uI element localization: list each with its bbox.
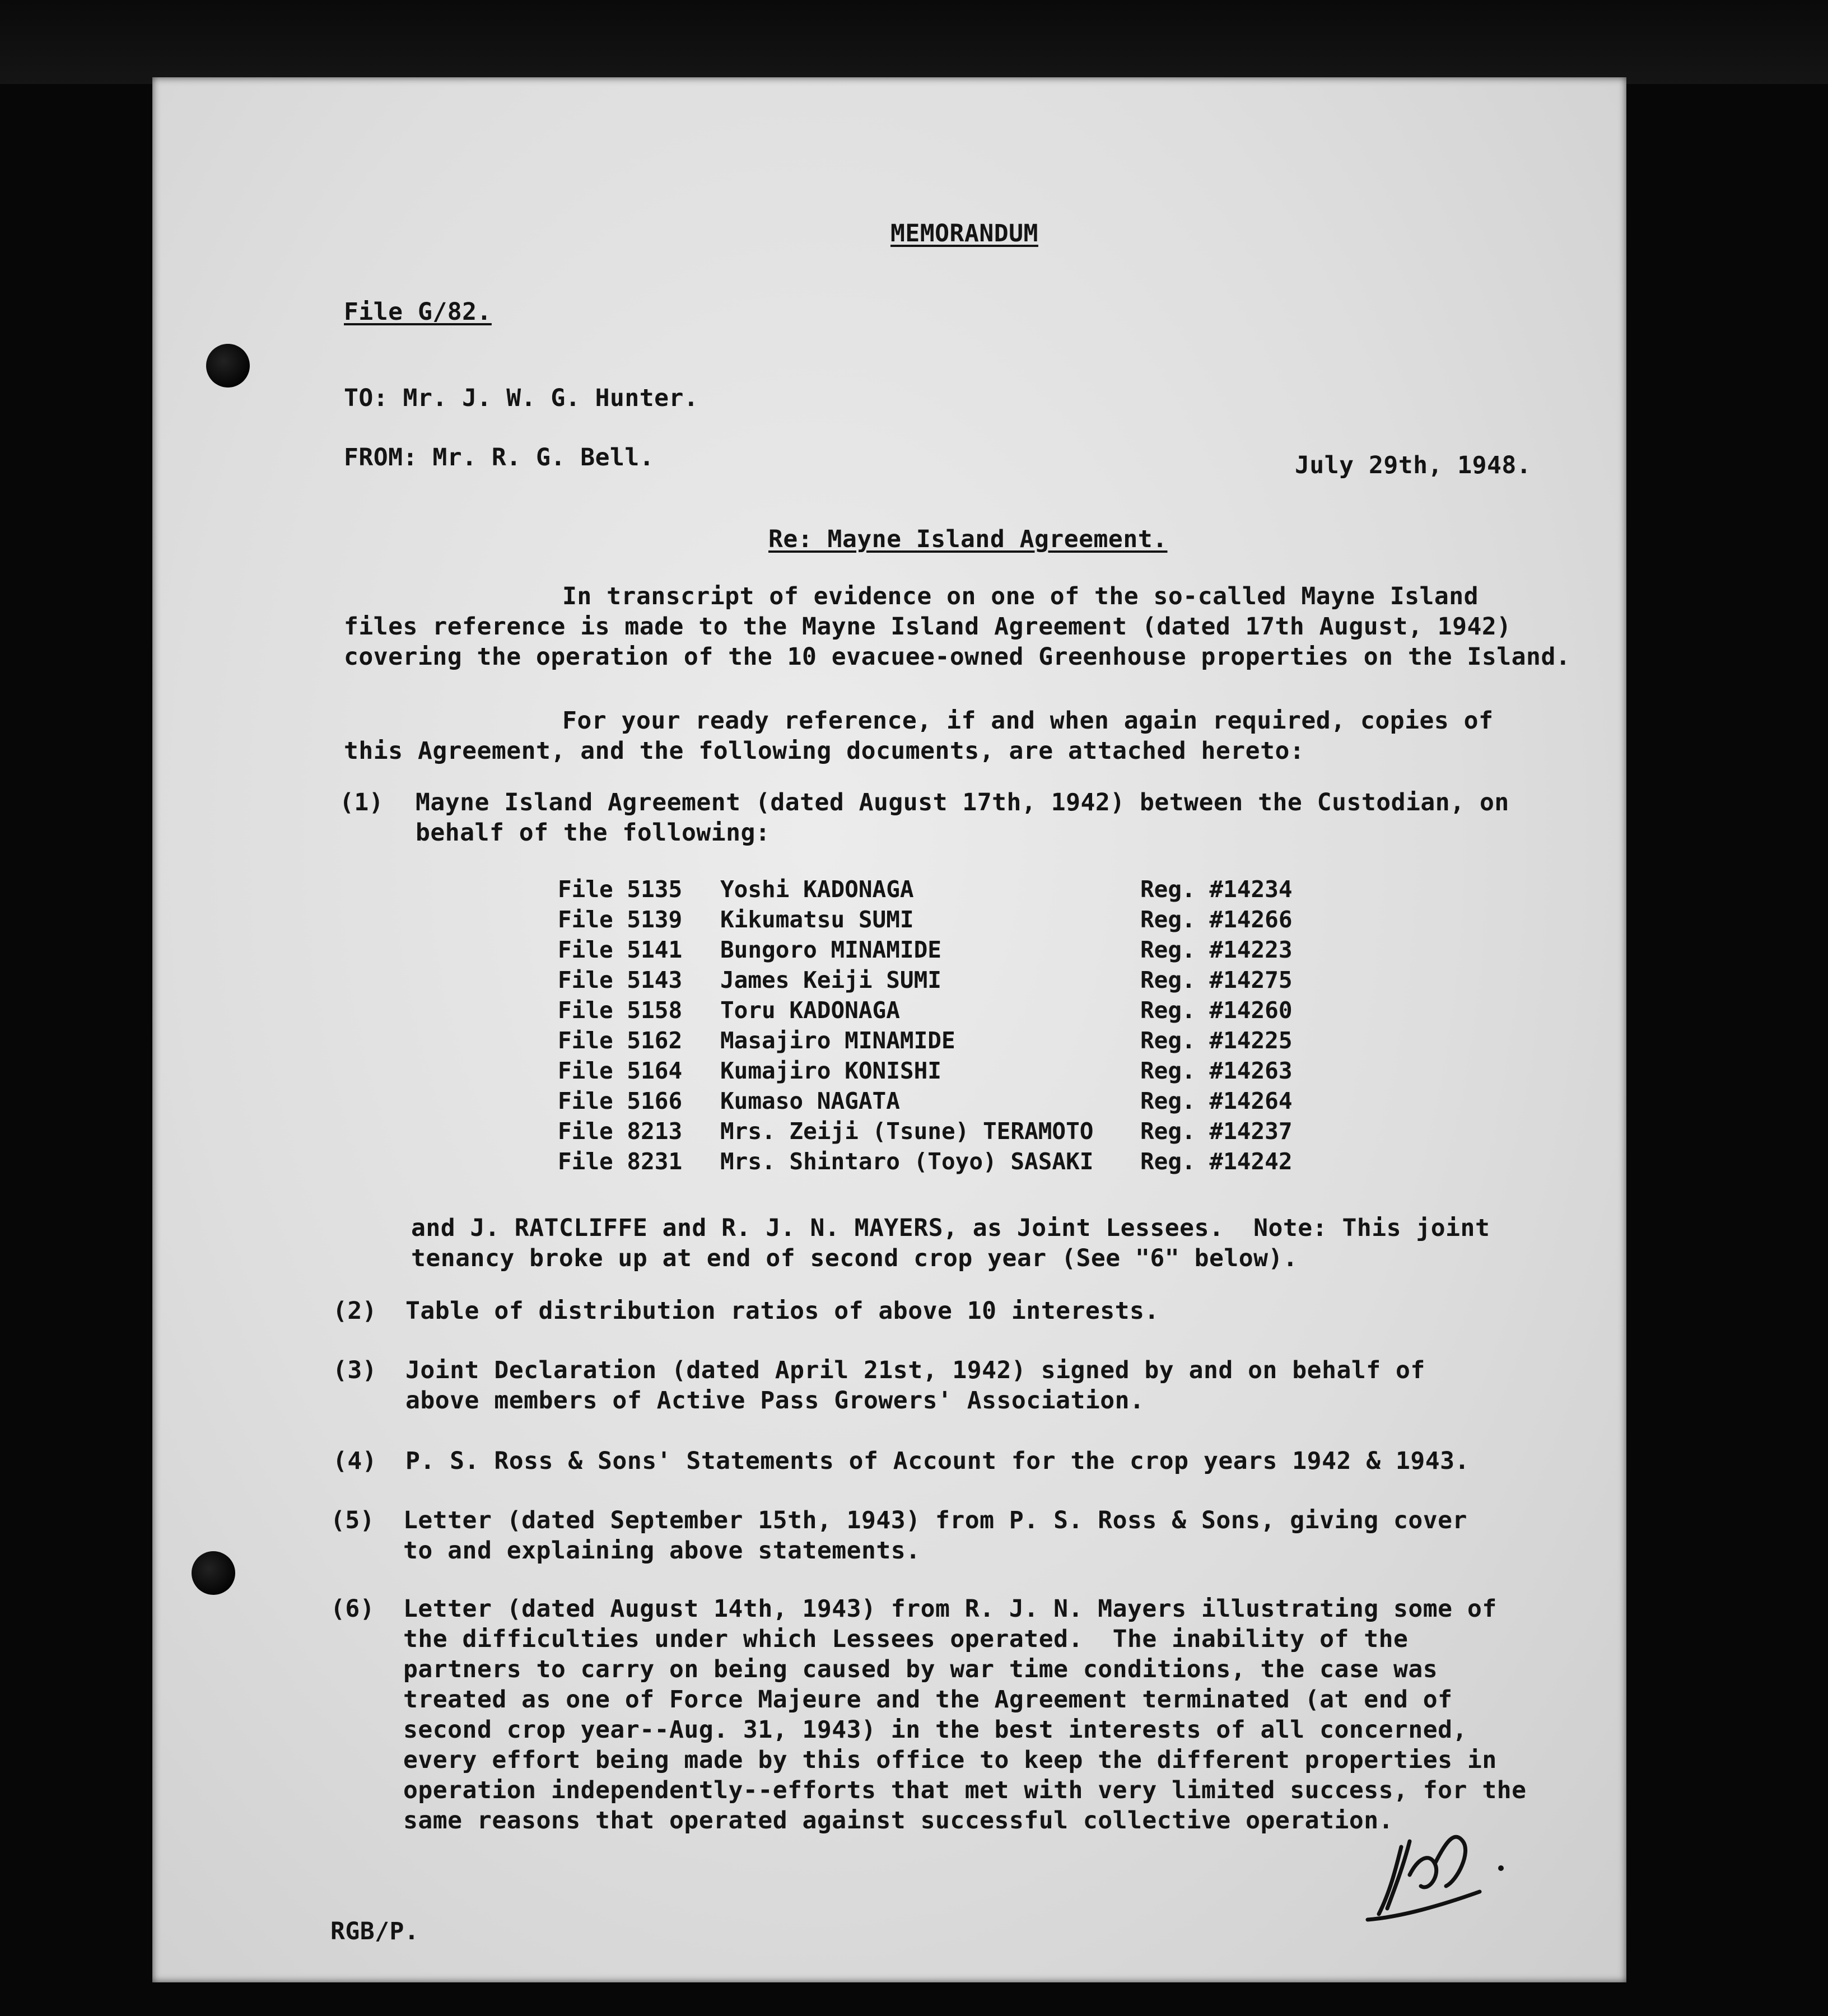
scan-border-top — [0, 0, 1828, 84]
item6-line: same reasons that operated against successful collective operation. — [403, 1807, 1394, 1835]
item-number: (3) — [333, 1356, 377, 1384]
item-number: (6) — [330, 1595, 375, 1623]
memo-page — [152, 77, 1626, 1982]
item-number: (4) — [333, 1447, 377, 1475]
evacuee-name: Mrs. Shintaro (Toyo) SASAKI — [720, 1148, 1094, 1175]
evacuee-name: Kumajiro KONISHI — [720, 1057, 941, 1084]
registration-number: Reg. #14237 — [1140, 1118, 1293, 1145]
file-number: File 5135 — [558, 876, 683, 903]
item6-line: Letter (dated August 14th, 1943) from R. J. N. Mayers illustrating some of — [403, 1595, 1497, 1623]
punch-hole-bottom — [192, 1551, 235, 1595]
registration-number: Reg. #14234 — [1140, 876, 1293, 903]
paragraph-line: In transcript of evidence on one of the so-called Mayne Island — [562, 582, 1479, 610]
item6-line: treated as one of Force Majeure and the Agreement terminated (at end of — [403, 1686, 1453, 1714]
lessees-line: and J. RATCLIFFE and R. J. N. MAYERS, as Joint Lessees. Note: This joint — [411, 1214, 1490, 1242]
registration-number: Reg. #14263 — [1140, 1057, 1293, 1084]
memo-date: July 29th, 1948. — [1295, 451, 1532, 479]
typist-initials: RGB/P. — [330, 1917, 419, 1945]
to-line: TO: Mr. J. W. G. Hunter. — [344, 384, 699, 412]
item3-line: Joint Declaration (dated April 21st, 1942) signed by and on behalf of — [405, 1356, 1425, 1384]
paragraph-line: files reference is made to the Mayne Island Agreement (dated 17th August, 1942) — [344, 613, 1512, 641]
file-number: File 5164 — [558, 1057, 683, 1084]
evacuee-name: Toru KADONAGA — [720, 997, 900, 1024]
handwritten-initials-signature — [1356, 1808, 1524, 1936]
registration-number: Reg. #14242 — [1140, 1148, 1293, 1175]
item-number: (5) — [330, 1506, 375, 1534]
file-number: File 8213 — [558, 1118, 683, 1145]
item4-line: P. S. Ross & Sons' Statements of Account for the crop years 1942 & 1943. — [405, 1447, 1470, 1475]
item2-line: Table of distribution ratios of above 10 interests. — [405, 1297, 1159, 1325]
file-number: File 5139 — [558, 906, 683, 933]
item5-line: to and explaining above statements. — [403, 1537, 921, 1565]
evacuee-name: Kikumatsu SUMI — [720, 906, 914, 933]
file-number: File 5166 — [558, 1088, 683, 1114]
item6-line: partners to carry on being caused by war time conditions, the case was — [403, 1655, 1438, 1683]
item3-line: above members of Active Pass Growers' Association. — [405, 1387, 1145, 1415]
memo-title: MEMORANDUM — [890, 220, 1038, 248]
registration-number: Reg. #14225 — [1140, 1027, 1293, 1054]
registration-number: Reg. #14264 — [1140, 1088, 1293, 1114]
evacuee-name: James Keiji SUMI — [720, 967, 941, 993]
evacuee-name: Kumaso NAGATA — [720, 1088, 900, 1114]
item-number: (1) — [339, 788, 384, 816]
file-number: File 5141 — [558, 936, 683, 963]
registration-number: Reg. #14266 — [1140, 906, 1293, 933]
evacuee-name: Bungoro MINAMIDE — [720, 936, 941, 963]
item1-line: Mayne Island Agreement (dated August 17th, 1942) between the Custodian, on — [416, 788, 1509, 816]
file-number: File 5143 — [558, 967, 683, 993]
paragraph-line: covering the operation of the 10 evacuee-owned Greenhouse properties on the Island. — [344, 643, 1571, 671]
evacuee-name: Yoshi KADONAGA — [720, 876, 914, 903]
evacuee-name: Mrs. Zeiji (Tsune) TERAMOTO — [720, 1118, 1094, 1145]
item6-line: second crop year--Aug. 31, 1943) in the best interests of all concerned, — [403, 1716, 1467, 1744]
item1-line: behalf of the following: — [416, 819, 771, 847]
punch-hole-top — [206, 344, 250, 388]
file-number: File 5162 — [558, 1027, 683, 1054]
item6-line: every effort being made by this office to keep the different properties in — [403, 1746, 1497, 1774]
registration-number: Reg. #14260 — [1140, 997, 1293, 1024]
item6-line: operation independently--efforts that met with very limited success, for the — [403, 1776, 1527, 1804]
item-number: (2) — [333, 1297, 377, 1325]
registration-number: Reg. #14275 — [1140, 967, 1293, 993]
file-number: File 5158 — [558, 997, 683, 1024]
from-line: FROM: Mr. R. G. Bell. — [344, 444, 655, 472]
lessees-line: tenancy broke up at end of second crop year (See "6" below). — [411, 1244, 1298, 1272]
subject-line: Re: Mayne Island Agreement. — [768, 525, 1168, 553]
file-reference: File G/82. — [344, 298, 492, 326]
registration-number: Reg. #14223 — [1140, 936, 1293, 963]
paragraph-line: this Agreement, and the following documents, are attached hereto: — [344, 737, 1305, 765]
item6-line: the difficulties under which Lessees operated. The inability of the — [403, 1625, 1409, 1653]
file-number: File 8231 — [558, 1148, 683, 1175]
item5-line: Letter (dated September 15th, 1943) from P. S. Ross & Sons, giving cover — [403, 1506, 1467, 1534]
paragraph-line: For your ready reference, if and when again required, copies of — [562, 707, 1494, 735]
evacuee-name: Masajiro MINAMIDE — [720, 1027, 955, 1054]
